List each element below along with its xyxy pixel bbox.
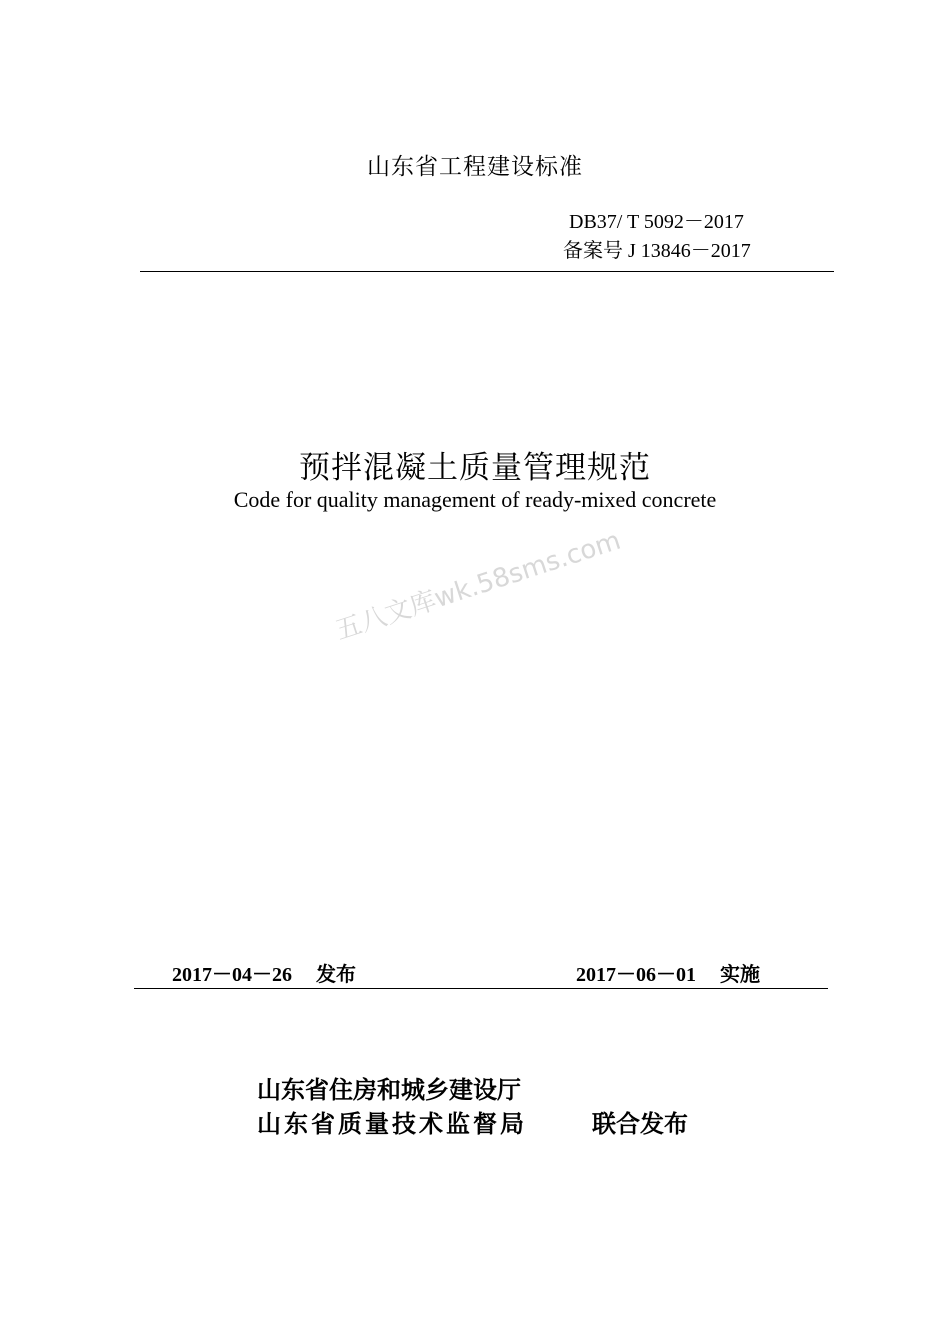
standard-number: DB37/ T 5092－2017 [569,211,744,233]
header-divider [140,271,834,272]
series-title: 山东省工程建设标准 [367,154,583,180]
publish-label: 发布 [316,962,356,986]
publish-date-line [172,958,356,987]
effective-date: 2017－06－01 [576,964,696,986]
record-number: 备案号 J 13846－2017 [563,240,751,262]
joint-publish-label: 联合发布 [592,1110,688,1138]
document-title-chinese: 预拌混凝土质量管理规范 [299,450,651,486]
dates-divider [134,988,828,989]
watermark: 五八文库wk.58sms.com [331,525,625,647]
document-title-english: Code for quality management of ready-mixed concrete [233,487,717,512]
effective-date-line [576,958,760,987]
publish-date: 2017－04－26 [172,964,292,986]
standard-identifiers [560,208,751,266]
issuer-quality-bureau: 山东省质量技术监督局 [257,1110,527,1138]
issuer-housing-department: 山东省住房和城乡建设厅 [257,1076,521,1104]
effective-label: 实施 [720,962,760,986]
